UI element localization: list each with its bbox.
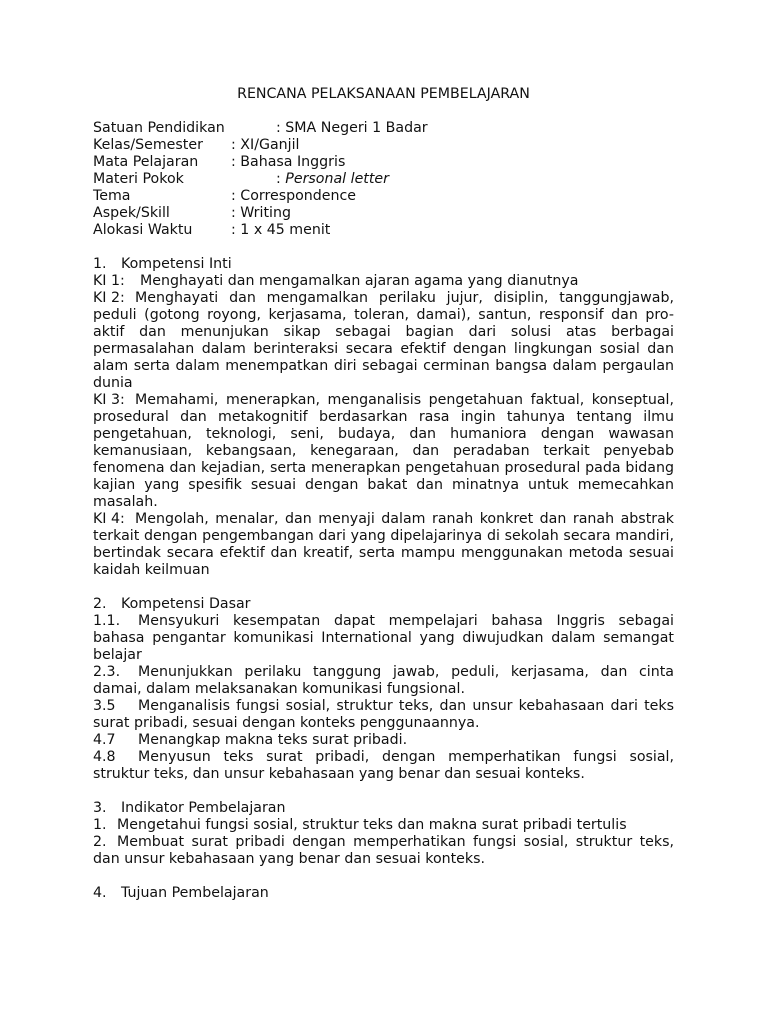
meta-value-prefix: :: [276, 171, 286, 187]
meta-row-materi: [93, 171, 674, 188]
ki-tag: KI 2:: [93, 290, 125, 306]
kd-number: 3.5: [93, 698, 116, 714]
indikator-text: Membuat surat pribadi dengan memperhatikan fungsi sosial, struktur teks, dan unsur kebahasaan yang benar dan sesuai konteks.: [93, 834, 674, 867]
ki-tag: KI 4:: [93, 511, 125, 527]
kd-item: [93, 664, 674, 698]
section-heading: [93, 596, 674, 613]
section-indikator: [93, 800, 674, 868]
meta-row-kelas: [93, 137, 674, 154]
ki-item: [93, 273, 674, 290]
kd-item: [93, 732, 674, 749]
kd-text: Mensyukuri kesempatan dapat mempelajari bahasa Inggris sebagai bahasa pengantar komunikasi International yang diwujudkan dalam semangat belajar: [93, 613, 674, 663]
section-heading-text: Kompetensi Dasar: [121, 596, 251, 612]
ki-item: [93, 511, 674, 579]
kd-number: 4.8: [93, 749, 116, 765]
section-kompetensi-inti: [93, 256, 674, 579]
kd-text: Menangkap makna teks surat pribadi.: [138, 732, 408, 748]
meta-value: : XI/Ganjil: [231, 137, 300, 153]
meta-value-italic: Personal letter: [285, 171, 389, 187]
section-heading: [93, 885, 674, 902]
meta-value: : 1 x 45 menit: [231, 222, 331, 238]
kd-item: [93, 698, 674, 732]
indikator-number: 2.: [93, 834, 107, 850]
section-tujuan: [93, 885, 674, 902]
meta-row-aspek: [93, 205, 674, 222]
kd-item: [93, 749, 674, 783]
ki-text: Mengolah, menalar, dan menyaji dalam ranah konkret dan ranah abstrak terkait dengan pengembangan dari yang dipelajarinya di sekolah secara mandiri, bertindak secara efektif dan kreatif, serta mampu menggunakan metoda sesuai kaidah keilmuan: [93, 511, 674, 578]
meta-value: : Bahasa Inggris: [231, 154, 346, 170]
meta-label: Materi Pokok: [93, 171, 184, 187]
section-number: 2.: [93, 596, 107, 612]
meta-label: Alokasi Waktu: [93, 222, 193, 238]
kd-text: Menganalisis fungsi sosial, struktur teks, dan unsur kebahasaan dari teks surat pribadi, sesuai dengan konteks penggunaannya.: [93, 698, 674, 731]
meta-row-tema: [93, 188, 674, 205]
section-heading-text: Indikator Pembelajaran: [121, 800, 286, 816]
ki-item: [93, 290, 674, 392]
section-kompetensi-dasar: [93, 596, 674, 783]
meta-value: [276, 171, 389, 188]
meta-value: : SMA Negeri 1 Badar: [276, 120, 428, 136]
section-heading: [93, 800, 674, 817]
section-heading: [93, 256, 674, 273]
meta-row-alokasi: [93, 222, 674, 239]
kd-item: [93, 613, 674, 664]
section-number: 4.: [93, 885, 107, 901]
meta-row-mapel: [93, 154, 674, 171]
indikator-number: 1.: [93, 817, 107, 833]
section-number: 3.: [93, 800, 107, 816]
indikator-item: [93, 834, 674, 868]
meta-row-satuan: [93, 120, 674, 137]
ki-item: [93, 392, 674, 511]
kd-number: 1.1.: [93, 613, 121, 629]
ki-tag: KI 1:: [93, 273, 125, 289]
identity-block: [93, 120, 674, 239]
indikator-item: [93, 817, 674, 834]
kd-text: Menyusun teks surat pribadi, dengan memperhatikan fungsi sosial, struktur teks, dan unsur kebahasaan yang benar dan sesuai konteks.: [93, 749, 674, 782]
document-title: RENCANA PELAKSANAAN PEMBELAJARAN: [237, 86, 530, 102]
kd-text: Menunjukkan perilaku tanggung jawab, peduli, kerjasama, dan cinta damai, dalam melaksanakan komunikasi fungsional.: [93, 664, 674, 697]
meta-label: Mata Pelajaran: [93, 154, 199, 170]
section-heading-text: Kompetensi Inti: [121, 256, 232, 272]
section-heading-text: Tujuan Pembelajaran: [121, 885, 269, 901]
ki-text: Menghayati dan mengamalkan perilaku jujur, disiplin, tanggungjawab, peduli (gotong royong, kerjasama, toleran, damai), santun, responsif dan pro-aktif dan menunjukan sikap sebagai bagian dari solusi atas berbagai permasalahan dalam berinteraksi secara efektif dengan lingkungan sosial dan alam serta dalam menempatkan diri sebagai cerminan bangsa dalam pergaulan dunia: [93, 290, 674, 391]
section-number: 1.: [93, 256, 107, 272]
ki-text: Menghayati dan mengamalkan ajaran agama yang dianutnya: [140, 273, 579, 289]
ki-text: Memahami, menerapkan, menganalisis pengetahuan faktual, konseptual, prosedural dan metakognitif berdasarkan rasa ingin tahunya tentang ilmu pengetahuan, teknologi, seni, budaya, dan humaniora dengan wawasan kemanusiaan, kebangsaan, kenegaraan, dan peradaban terkait penyebab fenomena dan kejadian, serta menerapkan pengetahuan prosedural pada bidang kajian yang spesifik sesuai dengan bakat dan minatnya untuk memecahkan masalah.: [93, 392, 674, 510]
kd-number: 4.7: [93, 732, 116, 748]
kd-number: 2.3.: [93, 664, 121, 680]
meta-value: : Writing: [231, 205, 291, 221]
meta-value: : Correspondence: [231, 188, 357, 204]
meta-label: Kelas/Semester: [93, 137, 203, 153]
meta-label: Tema: [93, 188, 131, 204]
indikator-text: Mengetahui fungsi sosial, struktur teks dan makna surat pribadi tertulis: [117, 817, 627, 833]
ki-tag: KI 3:: [93, 392, 125, 408]
meta-label: Satuan Pendidikan: [93, 120, 225, 136]
meta-label: Aspek/Skill: [93, 205, 170, 221]
